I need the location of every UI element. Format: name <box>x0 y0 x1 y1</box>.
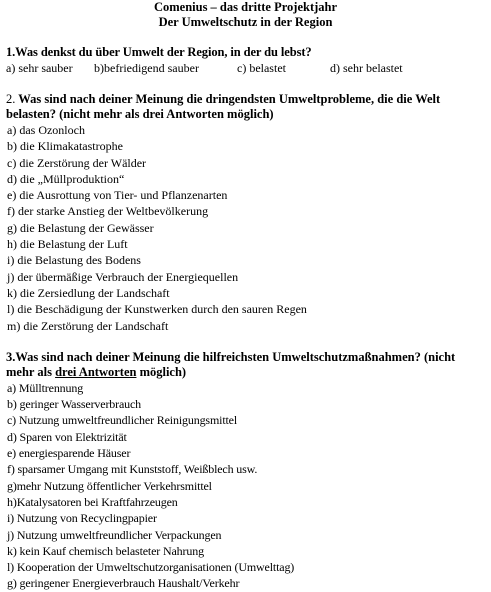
title-line-1: Comenius – das dritte Projektjahr <box>153 0 338 14</box>
list-item: b) geringer Wasserverbrauch <box>7 397 142 412</box>
list-item: f) sparsamer Umgang mit Kunststoff, Weißblech usw. <box>7 462 258 477</box>
question-3-underlined: drei Antworten <box>55 364 137 379</box>
list-item: a) das Ozonloch <box>7 123 85 137</box>
question-3 <box>6 350 485 592</box>
list-item: d) die „Müllproduktion“ <box>7 171 125 186</box>
list-item: e) energiesparende Häuser <box>7 446 131 461</box>
list-item: j) der übermäßige Verbrauch der Energiequellen <box>7 269 239 284</box>
list-item: k) kein Kauf chemisch belasteter Nahrung <box>7 543 204 558</box>
question-3-list <box>6 380 485 592</box>
list-item: c) die Zerstörung der Wälder <box>7 155 147 170</box>
list-item: f) der starke Anstieg der Weltbevölkerung <box>7 204 209 219</box>
document-title <box>6 0 485 30</box>
list-item: l) Kooperation der Umweltschutzorganisationen (Umwelttag) <box>7 560 295 575</box>
question-3-text-part1: 3.Was sind nach deiner Meinung die hilfreichsten Umweltschutzmaßnahmen? (nicht mehr als <box>6 349 456 379</box>
question-2-heading <box>6 92 485 122</box>
option-a: a) sehr sauber <box>6 61 73 75</box>
question-3-heading <box>6 350 485 380</box>
question-2-number: 2. <box>6 92 16 106</box>
question-1 <box>6 45 485 76</box>
question-2-text: Was sind nach deiner Meinung die dringendsten Umweltprobleme, die die Welt belasten? (nicht mehr als drei Antworten möglich) <box>6 92 441 121</box>
question-2-list <box>6 122 485 334</box>
list-item: d) Sparen von Elektrizität <box>7 429 127 444</box>
list-item: b) die Klimakatastrophe <box>7 139 123 154</box>
question-1-options <box>6 60 485 76</box>
list-item: a) Mülltrennung <box>7 380 84 395</box>
list-item: h) die Belastung der Luft <box>7 237 128 252</box>
option-c: c) belastet <box>237 61 286 75</box>
list-item: k) die Zersiedlung der Landschaft <box>7 285 170 300</box>
list-item: l) die Beschädigung der Kunstwerken durch den sauren Regen <box>7 302 307 317</box>
list-item: m) die Zerstörung der Landschaft <box>7 318 169 333</box>
question-1-heading: 1.Was denkst du über Umwelt der Region, in der du lebst? <box>6 45 312 59</box>
list-item: g) die Belastung der Gewässer <box>7 220 154 235</box>
question-2 <box>6 92 485 334</box>
list-item: j) Nutzung umweltfreundlicher Verpackungen <box>7 527 222 542</box>
list-item: g)mehr Nutzung öffentlicher Verkehrsmittel <box>7 478 212 493</box>
list-item: c) Nutzung umweltfreundlicher Reinigungsmittel <box>7 413 238 428</box>
question-3-text-part2: möglich) <box>136 364 187 379</box>
list-item: h)Katalysatoren bei Kraftfahrzeugen <box>7 494 178 509</box>
list-item: i) Nutzung von Recyclingpapier <box>7 511 157 526</box>
list-item: i) die Belastung des Bodens <box>7 253 141 268</box>
option-b: b)befriedigend sauber <box>94 61 199 75</box>
option-d: d) sehr belastet <box>330 61 403 75</box>
title-line-2: Der Umweltschutz in der Region <box>158 15 333 29</box>
list-item: g) geringener Energieverbrauch Haushalt/Verkehr <box>7 576 240 591</box>
list-item: e) die Ausrottung von Tier- und Pflanzenarten <box>7 188 228 203</box>
